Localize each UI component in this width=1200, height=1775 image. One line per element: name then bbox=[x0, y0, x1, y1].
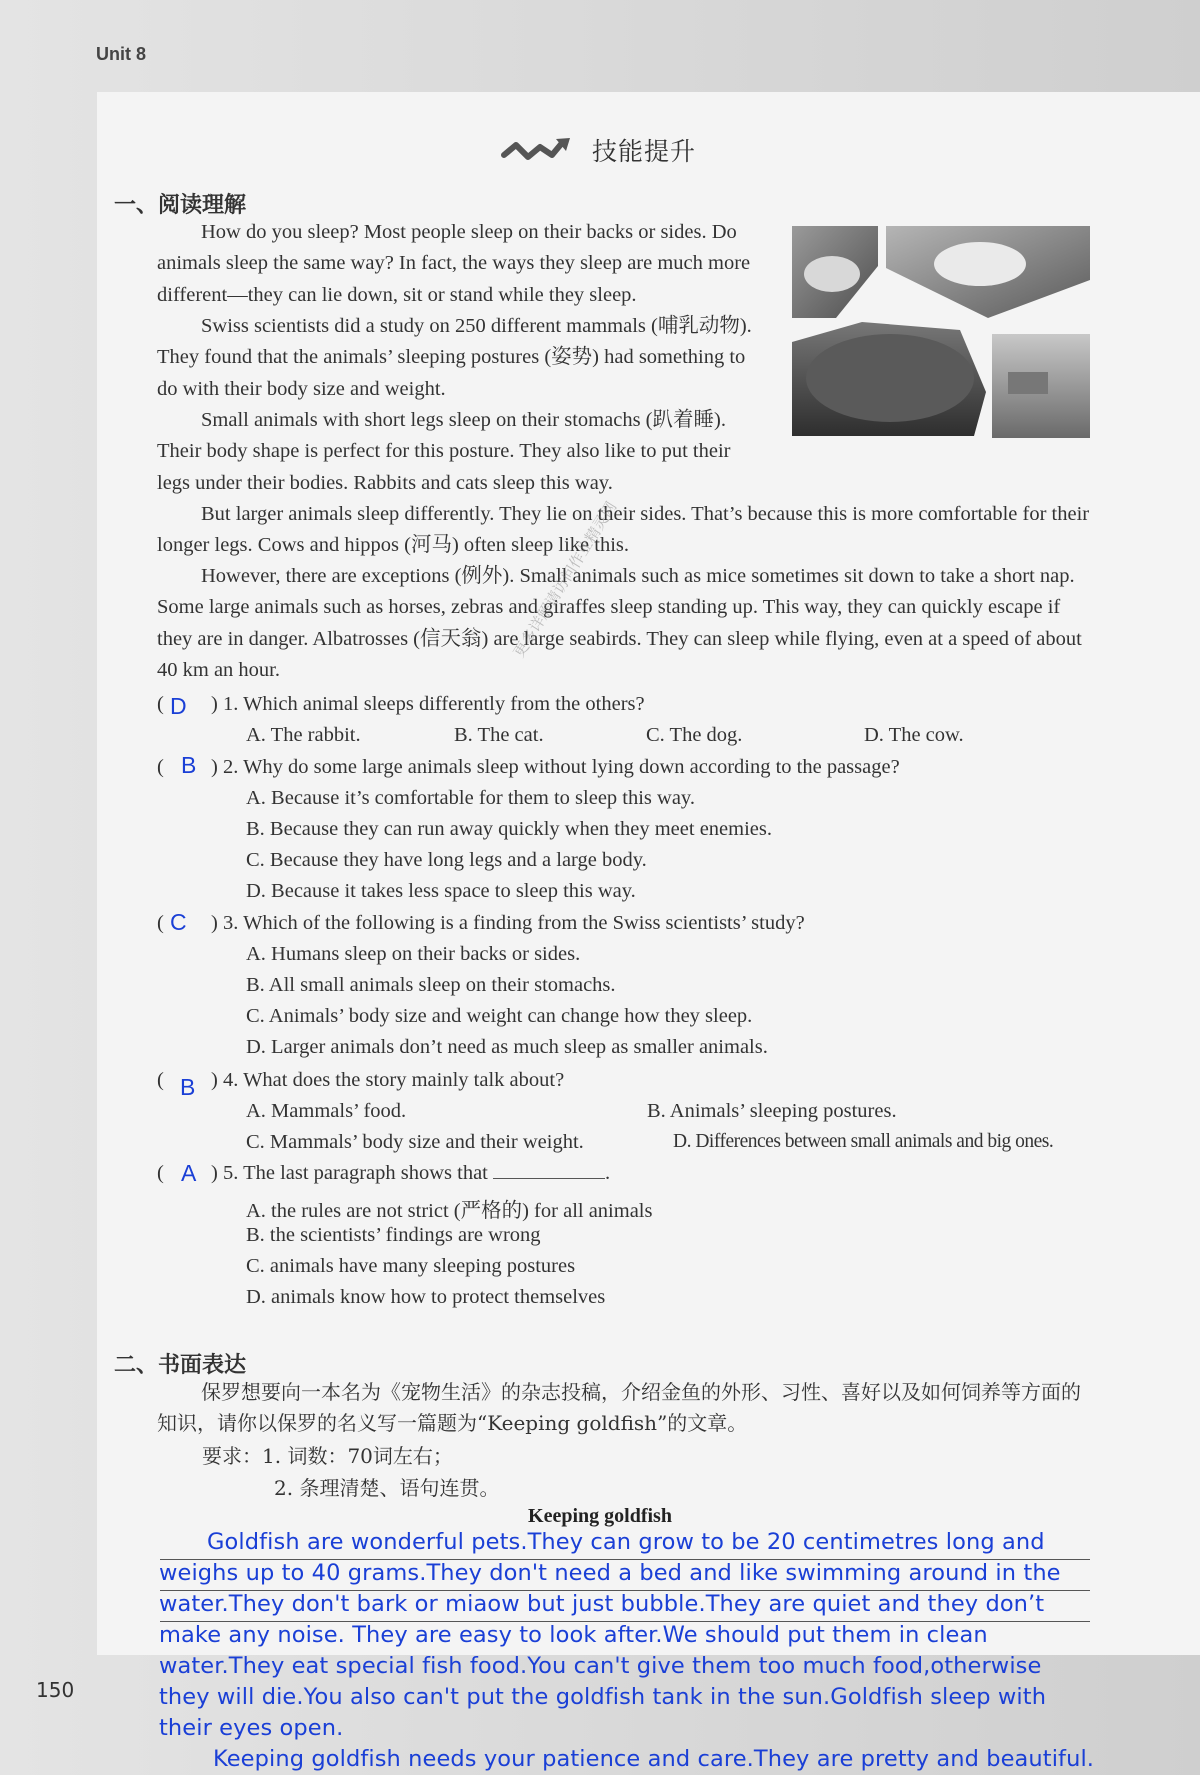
horse-shape bbox=[1008, 372, 1048, 394]
essay-line-1: Goldfish are wonderful pets.They can grow to be 20 centimetres long and bbox=[207, 1529, 1045, 1555]
essay-line-5: water.They eat special fish food.You can't give them too much food,otherwise bbox=[159, 1653, 1042, 1679]
question-5-paren: ( bbox=[157, 1162, 164, 1184]
q2-option-d: D. Because it takes less space to sleep this way. bbox=[246, 880, 636, 902]
q5-option-d: D. animals know how to protect themselves bbox=[246, 1286, 606, 1308]
question-1-stem: ) 1. Which animal sleeps differently from the others? bbox=[211, 693, 645, 715]
passage-paragraph-4: But larger animals sleep differently. They lie on their sides. That’s because this is more comfortable for their longer legs. Cows and hippos (河马) often sleep like this. bbox=[157, 503, 1090, 557]
section-title: 技能提升 bbox=[592, 137, 697, 166]
essay-line-2: weighs up to 40 grams.They don't need a bed and like swimming around in the bbox=[159, 1560, 1061, 1586]
answer-q2: B bbox=[181, 752, 197, 778]
q3-option-c: C. Animals’ body size and weight can change how they sleep. bbox=[246, 1005, 753, 1027]
q1-option-a: A. The rabbit. bbox=[246, 724, 361, 746]
q2-option-b: B. Because they can run away quickly when they meet enemies. bbox=[246, 818, 772, 840]
q4-option-c: C. Mammals’ body size and their weight. bbox=[246, 1131, 584, 1153]
passage-paragraph-3: Small animals with short legs sleep on their stomachs (趴着睡). Their body shape is perfect for this posture. They also like to put their legs under their bodies. Rabbits and cats sleep this way. bbox=[157, 409, 731, 494]
q3-option-d: D. Larger animals don’t need as much sleep as smaller animals. bbox=[246, 1036, 768, 1058]
watermark: 更多详解请访问作业精灵网 bbox=[509, 498, 621, 661]
question-3-paren: ( bbox=[157, 912, 164, 934]
q5-option-c: C. animals have many sleeping postures bbox=[246, 1255, 576, 1277]
essay-line-7: their eyes open. bbox=[159, 1715, 344, 1741]
trend-arrow-icon bbox=[500, 135, 572, 165]
question-4-paren: ( bbox=[157, 1069, 164, 1091]
q2-option-c: C. Because they have long legs and a large body. bbox=[246, 849, 647, 871]
rabbit-shape bbox=[804, 256, 860, 292]
question-2-paren: ( bbox=[157, 756, 164, 778]
q5-option-b: B. the scientists’ findings are wrong bbox=[246, 1224, 541, 1246]
question-3-stem: ) 3. Which of the following is a finding from the Swiss scientists’ study? bbox=[211, 912, 805, 934]
q4-option-a: A. Mammals’ food. bbox=[246, 1100, 407, 1122]
passage-paragraph-1: How do you sleep? Most people sleep on their backs or sides. Do animals sleep the same way? In fact, the ways they sleep are much more different—they can lie down, sit or stand while they sleep. bbox=[157, 221, 751, 306]
passage-paragraph-5: However, there are exceptions (例外). Small animals such as mice sometimes sit down to take a short nap. Some large animals such as horses, zebras and giraffes sleep standing up. This way, they can quickly escape if they are in danger. Albatrosses (信天翁) are large seabirds. They can sleep while flying, even at a speed of about 40 km an hour. bbox=[157, 565, 1082, 681]
essay-line-4: make any noise. They are easy to look after.We should put them in clean bbox=[159, 1622, 988, 1648]
answer-q4: B bbox=[180, 1074, 196, 1100]
answer-q3: C bbox=[170, 909, 187, 935]
cow-shape bbox=[934, 242, 1026, 286]
question-5-stem-wrap: ) 5. The last paragraph shows that . bbox=[211, 1162, 611, 1184]
question-2-stem: ) 2. Why do some large animals sleep without lying down according to the passage? bbox=[211, 756, 900, 778]
question-4-stem: ) 4. What does the story mainly talk about? bbox=[211, 1069, 565, 1091]
answer-blank bbox=[493, 1162, 605, 1179]
q4-option-d: D. Differences between small animals and big ones. bbox=[673, 1131, 1054, 1152]
q2-option-a: A. Because it’s comfortable for them to sleep this way. bbox=[246, 787, 695, 809]
q1-option-b: B. The cat. bbox=[454, 724, 544, 746]
q1-option-d: D. The cow. bbox=[864, 724, 964, 746]
answer-q5: A bbox=[181, 1160, 197, 1186]
writing-requirement-1: 要求：1. 词数：70词左右； bbox=[202, 1444, 453, 1468]
reading-heading: 一、阅读理解 bbox=[114, 193, 247, 218]
writing-prompt: 保罗想要向一本名为《宠物生活》的杂志投稿，介绍金鱼的外形、习性、喜好以及如何饲养等方面的知识，请你以保罗的名义写一篇题为“Keeping goldfish”的文章。 bbox=[157, 1380, 1081, 1436]
q3-option-b: B. All small animals sleep on their stomachs. bbox=[246, 974, 616, 996]
question-5-stem: ) 5. The last paragraph shows that bbox=[211, 1162, 488, 1184]
q4-option-b: B. Animals’ sleeping postures. bbox=[647, 1100, 897, 1122]
q5-option-a: A. the rules are not strict (严格的) for all animals bbox=[246, 1200, 653, 1222]
question-1-paren: ( bbox=[157, 693, 164, 715]
essay-line-8: Keeping goldfish needs your patience and care.They are pretty and beautiful. bbox=[213, 1746, 1095, 1772]
writing-heading: 二、书面表达 bbox=[114, 1353, 247, 1378]
answer-q1: D bbox=[170, 693, 187, 719]
essay-line-3: water.They don't bark or miaow but just bubble.They are quiet and they don’t bbox=[159, 1591, 1045, 1617]
essay-line-6: they will die.You also can't put the goldfish tank in the sun.Goldfish sleep with bbox=[159, 1684, 1047, 1710]
hippo-shape bbox=[806, 334, 974, 422]
essay-title: Keeping goldfish bbox=[528, 1505, 672, 1527]
passage-paragraph-2: Swiss scientists did a study on 250 different mammals (哺乳动物). They found that the animals’ sleeping postures (姿势) had something to do with their body size and weight. bbox=[157, 315, 752, 400]
unit-label: Unit 8 bbox=[96, 44, 147, 64]
animal-photos-collage bbox=[790, 222, 1090, 440]
q3-option-a: A. Humans sleep on their backs or sides. bbox=[246, 943, 581, 965]
page-number: 150 bbox=[36, 1678, 75, 1702]
writing-requirement-2: 2. 条理清楚、语句连贯。 bbox=[274, 1476, 500, 1500]
q1-option-c: C. The dog. bbox=[646, 724, 743, 746]
section-title-block bbox=[500, 132, 696, 168]
